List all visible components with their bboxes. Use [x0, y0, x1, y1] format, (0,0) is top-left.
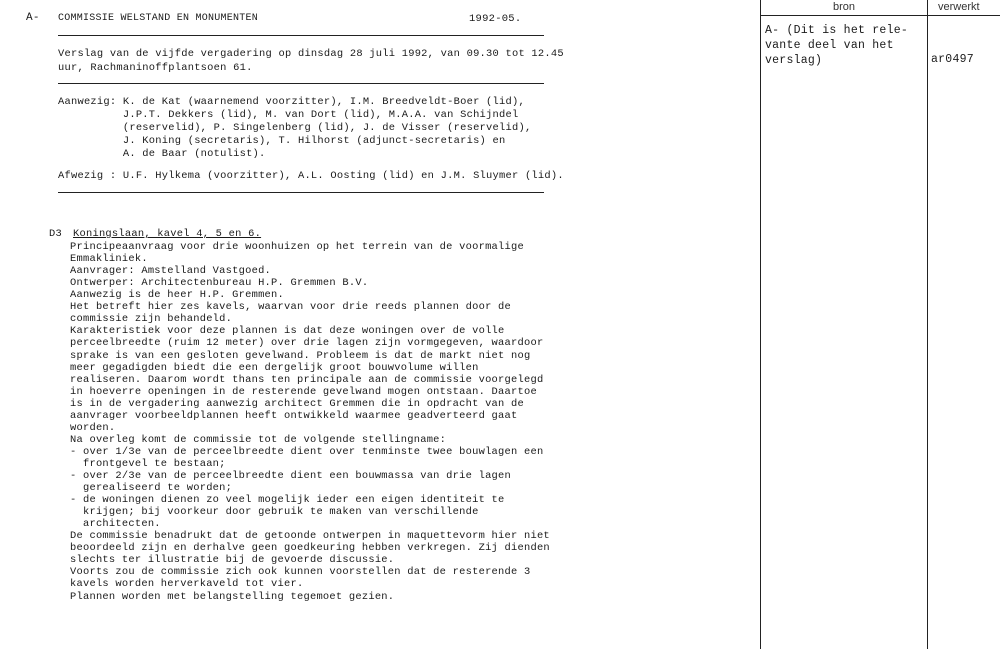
document-title: COMMISSIE WELSTAND EN MONUMENTEN — [58, 13, 259, 24]
item-body-line: frontgevel te bestaan; — [70, 457, 226, 470]
header-divider — [58, 35, 544, 36]
item-body-line: gerealiseerd te worden; — [70, 482, 233, 494]
item-body-line: perceelbreedte (ruim 12 meter) over drie lagen zijn vormgegeven, waardoor — [70, 337, 544, 350]
present-line: J.P.T. Dekkers (lid), M. van Dort (lid), M.A.A. van Schijndel — [58, 109, 519, 121]
item-body-line: Ontwerper: Architectenbureau H.P. Gremmen B.V. — [70, 277, 369, 290]
present-line: Aanwezig: K. de Kat (waarnemend voorzitter), I.M. Breedveldt-Boer (lid), — [58, 96, 525, 108]
present-line: A. de Baar (notulist). — [58, 148, 266, 160]
item-body-line: kavels worden herverkaveld tot vier. — [70, 578, 304, 591]
item-body-line: Principeaanvraag voor drie woonhuizen op het terrein van de voormalige — [70, 241, 524, 253]
item-body-line: meer gegadigden biedt die een dergelijk groot bouwvolume willen — [70, 361, 479, 374]
item-body-line: - over 2/3e van de perceelbreedte dient een bouwmassa van drie lagen — [70, 470, 512, 482]
bron-note-line: vante deel van het — [765, 39, 894, 52]
item-body-line: beoordeeld zijn en derhalve geen goedkeuring hebben verkregen. Zij dienden — [70, 542, 550, 555]
intro-line: uur, Rachmaninoffplantsoen 61. — [58, 62, 253, 74]
item-body-line: realiseren. Daarom wordt thans ten principale aan de commissie voorgelegd — [70, 373, 544, 386]
item-body-line: - de woningen dienen zo veel mogelijk ieder een eigen identiteit te — [70, 494, 505, 507]
bron-note — [765, 24, 909, 89]
item-body-line: slechts ter illustratie bij de gevoerde discussie. — [70, 554, 395, 567]
item-title: Koningslaan, kavel 4, 5 en 6. — [73, 228, 262, 240]
item-body-line: Aanwezig is de heer H.P. Gremmen. — [70, 289, 285, 302]
item-body-line: in hoeverre openingen in de resterende gevelwand mogen ontstaan. Daartoe — [70, 385, 537, 398]
item-body-line: architecten. — [70, 518, 161, 531]
item-body-line: worden. — [70, 421, 116, 434]
item-body-line: Het betreft hier zes kavels, waarvan voor drie reeds plannen door de — [70, 301, 512, 314]
attendance-divider — [58, 192, 544, 193]
document-number: 1992-05. — [469, 13, 522, 25]
present-line: J. Koning (secretaris), T. Hilhorst (adjunct-secretaris) en — [58, 135, 506, 147]
column-header-verwerkt: verwerkt — [938, 1, 980, 13]
header-marker: A- — [26, 12, 40, 24]
item-body-line: aanvrager voorbeeldplannen heeft ontwikkeld waarmee geadverteerd gaat — [70, 409, 518, 422]
item-body-line: is in de vergadering aanwezig architect Gremmen die in opdracht van de — [70, 397, 524, 410]
attendance-absent: Afwezig : U.F. Hylkema (voorzitter), A.L. Oosting (lid) en J.M. Sluymer (lid). — [58, 170, 564, 182]
column-divider-left — [760, 0, 761, 649]
column-header-bron: bron — [833, 1, 856, 13]
verwerkt-value: ar0497 — [931, 53, 974, 66]
intro-line: Verslag van de vijfde vergadering op dinsdag 28 juli 1992, van 09.30 tot 12.45 — [58, 48, 564, 60]
item-code: D3 — [49, 228, 62, 240]
item-body-line: Aanvrager: Amstelland Vastgoed. — [70, 265, 272, 278]
bron-note-line: A- (Dit is het rele- — [765, 24, 909, 37]
item-body-line: - over 1/3e van de perceelbreedte dient over tenminste twee bouwlagen een — [70, 445, 544, 458]
item-body-line: Emmakliniek. — [70, 253, 148, 266]
column-header-divider — [760, 15, 1000, 16]
item-body-line: De commissie benadrukt dat de getoonde ontwerpen in maquettevorm hier niet — [70, 530, 550, 543]
intro-divider — [58, 83, 544, 84]
item-body-line: Na overleg komt de commissie tot de volgende stellingname: — [70, 433, 447, 446]
item-body-line: Karakteristiek voor deze plannen is dat deze woningen over de volle — [70, 325, 505, 338]
item-body-line: Plannen worden met belangstelling tegemoet gezien. — [70, 590, 395, 603]
item-body-line: sprake is van een gesloten gevelwand. Probleem is dat de markt niet nog — [70, 349, 531, 362]
present-line: (reservelid), P. Singelenberg (lid), J. de Visser (reservelid), — [58, 122, 532, 134]
item-body-line: Voorts zou de commissie zich ook kunnen voorstellen dat de resterende 3 — [70, 566, 531, 579]
column-divider-right — [927, 0, 928, 649]
item-body-line: commissie zijn behandeld. — [70, 313, 233, 326]
item-body-line: krijgen; bij voorkeur door gebruik te maken van verschillende — [70, 506, 479, 519]
bron-note-line: verslag) — [765, 54, 823, 67]
intro-block — [58, 48, 564, 96]
